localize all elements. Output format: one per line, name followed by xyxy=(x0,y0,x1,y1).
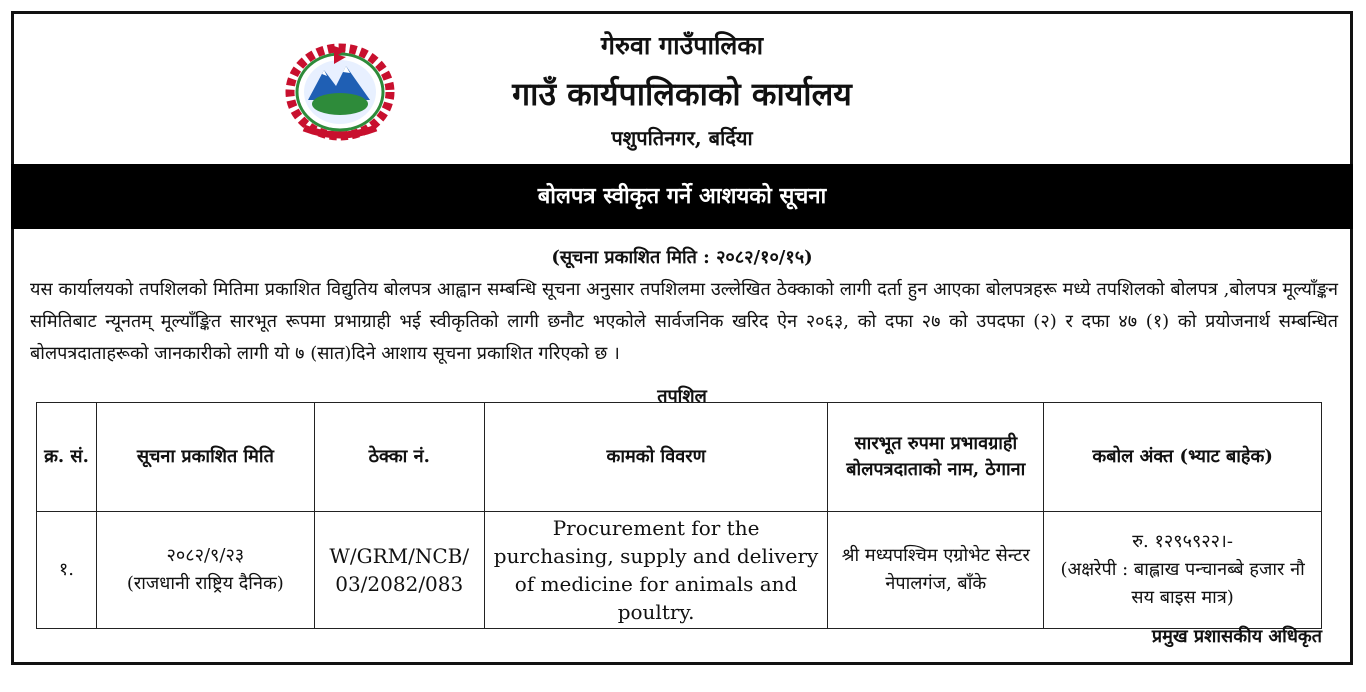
table-row xyxy=(37,512,1322,629)
table-header-row xyxy=(37,403,1322,512)
header-description: कामको विवरण xyxy=(484,403,828,512)
signatory-title: प्रमुख प्रशासकीय अधिकृत xyxy=(1151,626,1322,647)
header-sn: क्र. सं. xyxy=(37,403,97,512)
cell-sn: १. xyxy=(37,512,97,629)
office-address: पशुपतिनगर, बर्दिया xyxy=(611,126,753,150)
cell-amount xyxy=(1044,512,1322,629)
schedule-table xyxy=(36,402,1322,629)
cell-contract-no: W/GRM/NCB/ 03/2082/083 xyxy=(314,512,484,629)
published-date: (सूचना प्रकाशित मिति : २०८२/१०/१५) xyxy=(551,247,813,268)
amount-words: (अक्षरेपी : बाह्लाख पन्चानब्बे हजार नौ सय बाइस मात्र) xyxy=(1060,559,1305,608)
letterhead xyxy=(14,14,1350,164)
header-contract-no: ठेक्का नं. xyxy=(314,403,484,512)
header-notice-date: सूचना प्रकाशित मिति xyxy=(96,403,314,512)
office-name: गाउँ कार्यपालिकाको कार्यालय xyxy=(512,75,852,113)
newspaper-name: (राजधानी राष्ट्रिय दैनिक) xyxy=(126,573,284,594)
cell-notice-date xyxy=(96,512,314,629)
header-amount: कबोल अंक्त (भ्याट बाहेक) xyxy=(1044,403,1322,512)
notice-title-banner: बोलपत्र स्वीकृत गर्ने आशयको सूचना xyxy=(11,164,1353,229)
notice-document xyxy=(11,11,1353,665)
notice-date-value: २०८२/९/२३ xyxy=(166,545,245,566)
schedule-heading: तपशिल xyxy=(657,386,707,407)
cell-bidder: श्री मध्यपश्चिम एग्रोभेट सेन्टर नेपालगंज, बाँके xyxy=(828,512,1044,629)
cell-description: Procurement for the purchasing, supply and delivery of medicine for animals and poultry. xyxy=(484,512,828,629)
header-bidder: सारभूत रुपमा प्रभावग्राही बोलपत्रदाताको नाम, ठेगाना xyxy=(828,403,1044,512)
notice-body: यस कार्यालयको तपशिलको मितिमा प्रकाशित विद्युतिय बोलपत्र आह्वान सम्बन्धि सूचना अनुसार तपशिलमा उल्लेखित ठेक्काको लागी दर्ता हुन आएका बोलपत्रहरू मध्ये तपशिलको बोलपत्र ,बोलपत्र मूल्याँङ्कन समितिबाट न्यूनतम् मूल्याँङ्कित सारभूत रूपमा प्रभाग्राही भई स्वीकृतिको लागी छनौट भएकोले सार्वजनिक खरिद ऐन २०६३, को दफा २७ को उपदफा (२) र दफा ४७ (१) को प्रयोजनार्थ सम्बन्धित बोलपत्रदाताहरूको जानकारीको लागी यो ७ (सात)दिने आशाय सूचना प्रकाशित गरिएको छ । xyxy=(30,279,1338,364)
municipality-name: गेरुवा गाउँपालिका xyxy=(600,31,764,60)
amount-figure: रु. १२९५९२२।- xyxy=(1132,531,1233,552)
